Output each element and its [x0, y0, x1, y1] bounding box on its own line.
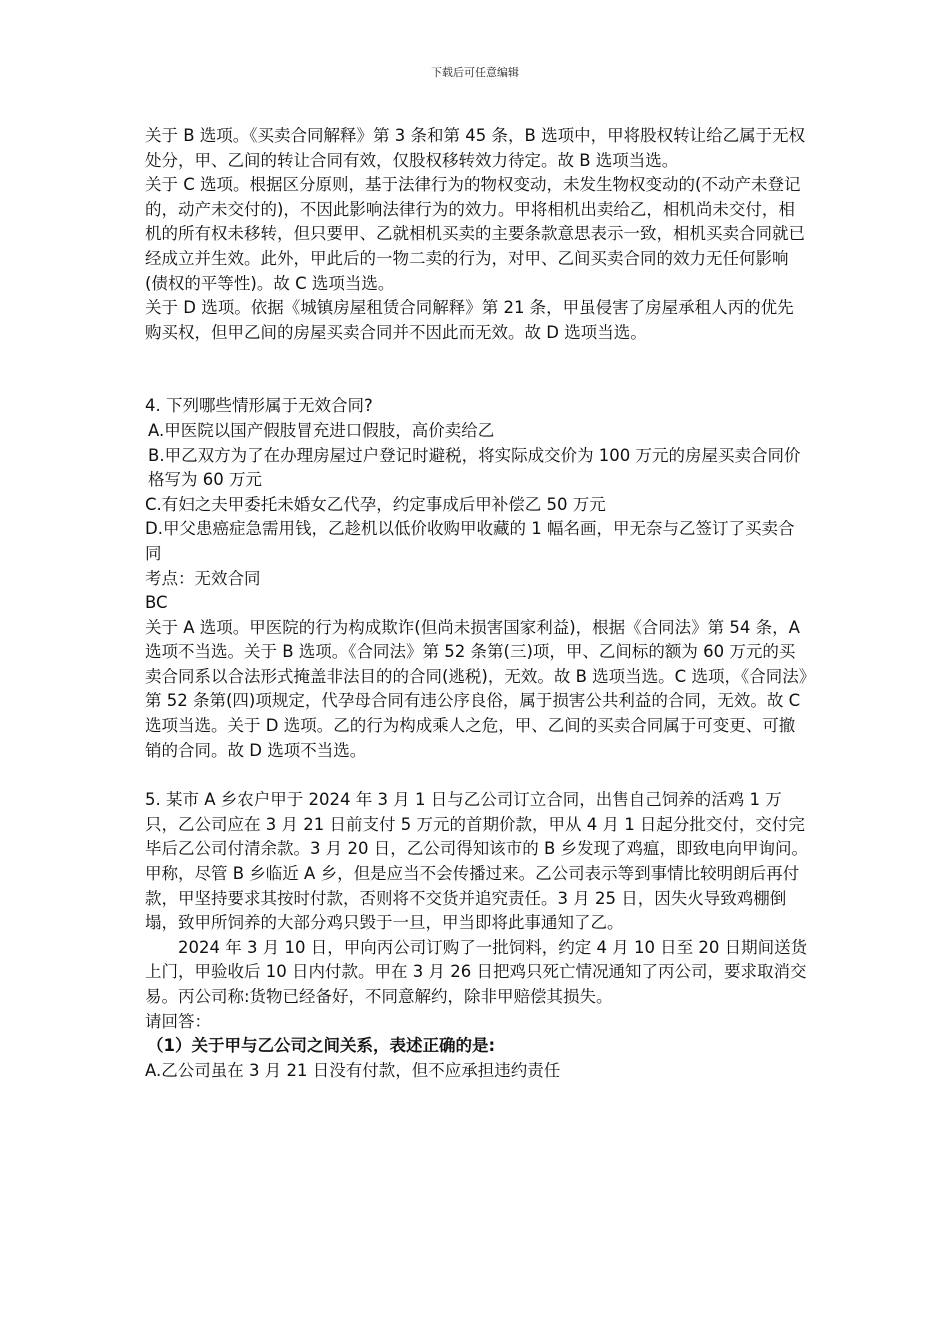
document-body	[145, 124, 810, 1083]
paragraph-option-c-analysis: 关于 C 选项。根据区分原则，基于法律行为的物权变动，未发生物权变动的(不动产未登记的，动产未交付的)，不因此影响法律行为的效力。甲将相机出卖给乙，相机尚未交付，相机的所有权未移转，但只要甲、乙就相机买卖的主要条款意思表示一致，相机买卖合同就已经成立并生效。此外，甲此后的一物二卖的行为，对甲、乙间买卖合同的效力无任何影响(债权的平等性)。故 C 选项当选。	[145, 175, 805, 293]
section-spacer	[145, 345, 810, 394]
question-5-sub-question-1: （1）关于甲与乙公司之间关系，表述正确的是:	[147, 1036, 496, 1056]
question-4-explanation: 关于 A 选项。甲医院的行为构成欺诈(但尚未损害国家利益)，根据《合同法》第 54 条，A 选项不当选。关于 B 选项。《合同法》第 52 条第(三)项，甲、乙间标的额为 60 万元的买卖合同系以合法形式掩盖非法目的的合同(逃税)，无效。故 B 选项当选。C 选项，《合同法》第 52 条第(四)项规定，代孕母合同有违公序良俗，属于损害公共利益的合同，无效。故 C 选项当选。关于 D 选项。乙的行为构成乘人之危，甲、乙间的买卖合同属于可变更、可撤销的合同。故 D 选项不当选。	[145, 617, 807, 760]
question-5-option-a: A.乙公司虽在 3 月 21 日没有付款，但不应承担违约责任	[145, 1060, 561, 1080]
question-5-stem-continued: 2024 年 3 月 10 日，甲向丙公司订购了一批饲料，约定 4 月 10 日至 20 日期间送货上门，甲验收后 10 日内付款。甲在 3 月 26 日把鸡只死亡情况通知了丙公司，要求取消交易。丙公司称:货物已经备好，不同意解约，除非甲赔偿其损失。	[145, 937, 808, 1006]
question-4-topic: 考点：无效合同	[145, 568, 261, 588]
question-5-stem: 5. 某市 A 乡农户甲于 2024 年 3 月 1 日与乙公司订立合同，出售自己饲养的活鸡 1 万只，乙公司应在 3 月 21 日前支付 5 万元的首期价款，甲从 4 月 1 日起分批交付，交付完毕后乙公司付清余款。3 月 20 日，乙公司得知该市的 B 乡发现了鸡瘟，即致电向甲询问。甲称，尽管 B 乡临近 A 乡，但是应当不会传播过来。乙公司表示等到事情比较明朗后再付款，甲坚持要求其按时付款，否则将不交货并追究责任。3 月 25 日，因失火导致鸡棚倒塌，致甲所饲养的大部分鸡只毁于一旦，甲当即将此事通知了乙。	[145, 790, 809, 933]
question-4-title: 4. 下列哪些情形属于无效合同?	[145, 396, 373, 416]
paragraph-option-b-analysis: 关于 B 选项。《买卖合同解释》第 3 条和第 45 条，B 选项中，甲将股权转让给乙属于无权处分，甲、乙间的转让合同有效，仅股权移转效力待定。故 B 选项当选。	[145, 126, 806, 170]
paragraph-option-d-analysis: 关于 D 选项。依据《城镇房屋租赁合同解释》第 21 条，甲虽侵害了房屋承租人丙的优先购买权，但甲乙间的房屋买卖合同并不因此而无效。故 D 选项当选。	[145, 298, 794, 342]
question-5-prompt: 请回答：	[145, 1011, 211, 1031]
question-4-option-d: D.甲父患癌症急需用钱，乙趁机以低价收购甲收藏的 1 幅名画，甲无奈与乙签订了买卖合同	[145, 519, 795, 563]
page-header: 下载后可任意编辑	[431, 66, 519, 79]
question-4-option-c: C.有妇之夫甲委托未婚女乙代孕，约定事成后甲补偿乙 50 万元	[145, 494, 606, 514]
question-4-option-b: B.甲乙双方为了在办理房屋过户登记时避税，将实际成交价为 100 万元的房屋买卖合同价格写为 60 万元	[148, 445, 801, 490]
question-4-option-a: A.甲医院以国产假肢冒充进口假肢，高价卖给乙	[148, 420, 495, 440]
question-4-answer: BC	[145, 593, 168, 613]
section-spacer	[145, 763, 810, 788]
